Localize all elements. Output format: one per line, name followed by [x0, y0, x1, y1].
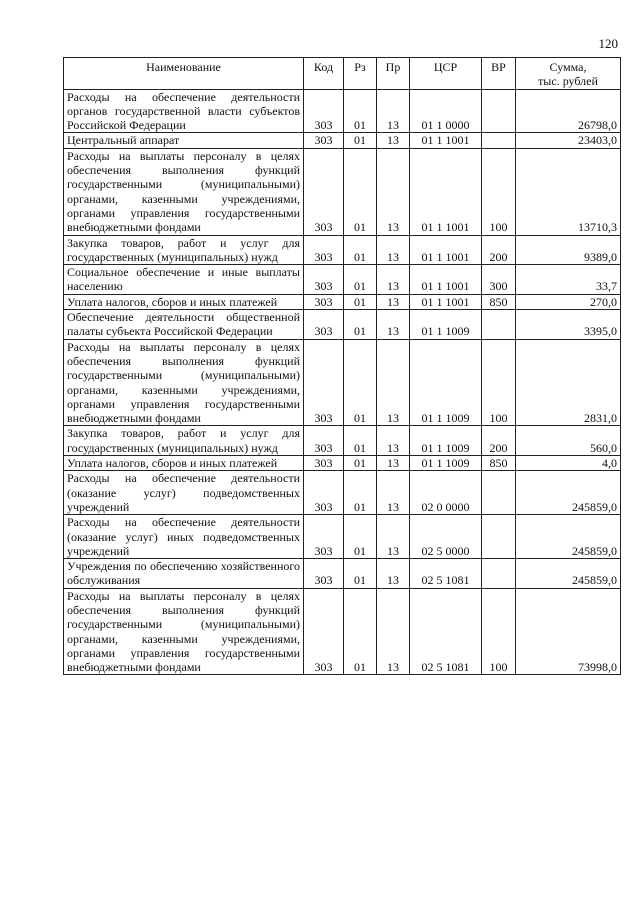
cell-csr: 01 1 1009	[410, 426, 482, 456]
cell-pr: 13	[377, 133, 410, 148]
cell-name: Учреждения по обеспечению хозяйственного обслуживания	[64, 559, 304, 589]
table-row	[64, 265, 621, 295]
cell-sum: 2831,0	[516, 339, 621, 426]
cell-vr: 200	[482, 235, 516, 265]
table-row	[64, 148, 621, 235]
cell-csr: 01 1 1001	[410, 235, 482, 265]
table-row	[64, 559, 621, 589]
cell-code: 303	[304, 133, 344, 148]
cell-code: 303	[304, 235, 344, 265]
table-row	[64, 588, 621, 675]
cell-rz: 01	[344, 294, 377, 309]
cell-vr: 850	[482, 456, 516, 471]
header-rz: Рз	[344, 58, 377, 90]
cell-pr: 13	[377, 339, 410, 426]
cell-vr	[482, 559, 516, 589]
cell-rz: 01	[344, 339, 377, 426]
cell-vr	[482, 133, 516, 148]
cell-csr: 01 1 1009	[410, 456, 482, 471]
cell-code: 303	[304, 456, 344, 471]
cell-pr: 13	[377, 235, 410, 265]
cell-sum: 245859,0	[516, 471, 621, 515]
cell-rz: 01	[344, 148, 377, 235]
cell-csr: 01 1 1009	[410, 310, 482, 340]
header-code: Код	[304, 58, 344, 90]
cell-vr: 100	[482, 339, 516, 426]
cell-code: 303	[304, 265, 344, 295]
cell-vr: 100	[482, 588, 516, 675]
cell-csr: 01 1 1009	[410, 339, 482, 426]
cell-name: Расходы на выплаты персоналу в целях обеспечения выполнения функций государственными (муниципальными) органами, казенными учреждениями, органами управления государственными внебюджетными фондами	[64, 148, 304, 235]
cell-pr: 13	[377, 294, 410, 309]
cell-sum: 245859,0	[516, 559, 621, 589]
table-row	[64, 235, 621, 265]
table-row	[64, 89, 621, 133]
cell-vr	[482, 89, 516, 133]
cell-csr: 02 5 1081	[410, 559, 482, 589]
cell-vr: 850	[482, 294, 516, 309]
cell-csr: 01 1 1001	[410, 148, 482, 235]
cell-pr: 13	[377, 89, 410, 133]
cell-vr: 100	[482, 148, 516, 235]
cell-vr	[482, 471, 516, 515]
cell-name: Уплата налогов, сборов и иных платежей	[64, 456, 304, 471]
cell-code: 303	[304, 310, 344, 340]
cell-rz: 01	[344, 426, 377, 456]
cell-name: Расходы на обеспечение деятельности органов государственной власти субъектов Российской Федерации	[64, 89, 304, 133]
cell-vr	[482, 515, 516, 559]
table-row	[64, 515, 621, 559]
cell-rz: 01	[344, 265, 377, 295]
cell-name: Уплата налогов, сборов и иных платежей	[64, 294, 304, 309]
cell-pr: 13	[377, 426, 410, 456]
cell-csr: 01 1 1001	[410, 294, 482, 309]
cell-rz: 01	[344, 515, 377, 559]
cell-code: 303	[304, 148, 344, 235]
cell-pr: 13	[377, 310, 410, 340]
cell-name: Расходы на обеспечение деятельности (оказание услуг) подведомственных учреждений	[64, 471, 304, 515]
header-name: Наименование	[64, 58, 304, 90]
table-row	[64, 294, 621, 309]
header-row	[64, 58, 621, 90]
cell-csr: 01 1 0000	[410, 89, 482, 133]
cell-vr: 300	[482, 265, 516, 295]
cell-name: Закупка товаров, работ и услуг для государственных (муниципальных) нужд	[64, 235, 304, 265]
cell-sum: 245859,0	[516, 515, 621, 559]
table-row	[64, 133, 621, 148]
header-pr: Пр	[377, 58, 410, 90]
table-header	[64, 58, 621, 90]
cell-code: 303	[304, 426, 344, 456]
cell-sum: 73998,0	[516, 588, 621, 675]
cell-rz: 01	[344, 559, 377, 589]
cell-name: Расходы на выплаты персоналу в целях обеспечения выполнения функций государственными (муниципальными) органами, казенными учреждениями, органами управления государственными внебюджетными фондами	[64, 588, 304, 675]
table-row	[64, 310, 621, 340]
cell-sum: 23403,0	[516, 133, 621, 148]
cell-sum: 270,0	[516, 294, 621, 309]
cell-csr: 01 1 1001	[410, 133, 482, 148]
cell-rz: 01	[344, 588, 377, 675]
cell-code: 303	[304, 89, 344, 133]
cell-pr: 13	[377, 265, 410, 295]
cell-sum: 3395,0	[516, 310, 621, 340]
budget-table	[63, 57, 621, 675]
cell-code: 303	[304, 515, 344, 559]
cell-sum: 560,0	[516, 426, 621, 456]
cell-rz: 01	[344, 310, 377, 340]
cell-pr: 13	[377, 148, 410, 235]
cell-name: Социальное обеспечение и иные выплаты населению	[64, 265, 304, 295]
cell-name: Обеспечение деятельности общественной палаты субъекта Российской Федерации	[64, 310, 304, 340]
cell-code: 303	[304, 471, 344, 515]
cell-rz: 01	[344, 235, 377, 265]
cell-code: 303	[304, 339, 344, 426]
cell-name: Центральный аппарат	[64, 133, 304, 148]
table-row	[64, 426, 621, 456]
cell-vr: 200	[482, 426, 516, 456]
table-row	[64, 339, 621, 426]
table-row	[64, 471, 621, 515]
cell-sum: 13710,3	[516, 148, 621, 235]
header-vr: ВР	[482, 58, 516, 90]
table-body	[64, 89, 621, 675]
cell-rz: 01	[344, 471, 377, 515]
cell-csr: 02 5 1081	[410, 588, 482, 675]
cell-pr: 13	[377, 515, 410, 559]
cell-sum: 33,7	[516, 265, 621, 295]
cell-pr: 13	[377, 456, 410, 471]
cell-name: Закупка товаров, работ и услуг для государственных (муниципальных) нужд	[64, 426, 304, 456]
cell-rz: 01	[344, 89, 377, 133]
table-row	[64, 456, 621, 471]
cell-name: Расходы на обеспечение деятельности (оказание услуг) иных подведомственных учреждений	[64, 515, 304, 559]
cell-csr: 02 0 0000	[410, 471, 482, 515]
cell-rz: 01	[344, 456, 377, 471]
cell-csr: 01 1 1001	[410, 265, 482, 295]
header-csr: ЦСР	[410, 58, 482, 90]
cell-pr: 13	[377, 559, 410, 589]
page-number: 120	[598, 36, 618, 51]
cell-csr: 02 5 0000	[410, 515, 482, 559]
cell-code: 303	[304, 588, 344, 675]
cell-name: Расходы на выплаты персоналу в целях обеспечения выполнения функций государственными (муниципальными) органами, казенными учреждениями, органами управления государственными внебюджетными фондами	[64, 339, 304, 426]
cell-code: 303	[304, 294, 344, 309]
cell-sum: 9389,0	[516, 235, 621, 265]
cell-sum: 26798,0	[516, 89, 621, 133]
cell-rz: 01	[344, 133, 377, 148]
cell-sum: 4,0	[516, 456, 621, 471]
cell-pr: 13	[377, 471, 410, 515]
cell-code: 303	[304, 559, 344, 589]
cell-vr	[482, 310, 516, 340]
header-sum: Сумма, тыс. рублей	[516, 58, 621, 90]
cell-pr: 13	[377, 588, 410, 675]
